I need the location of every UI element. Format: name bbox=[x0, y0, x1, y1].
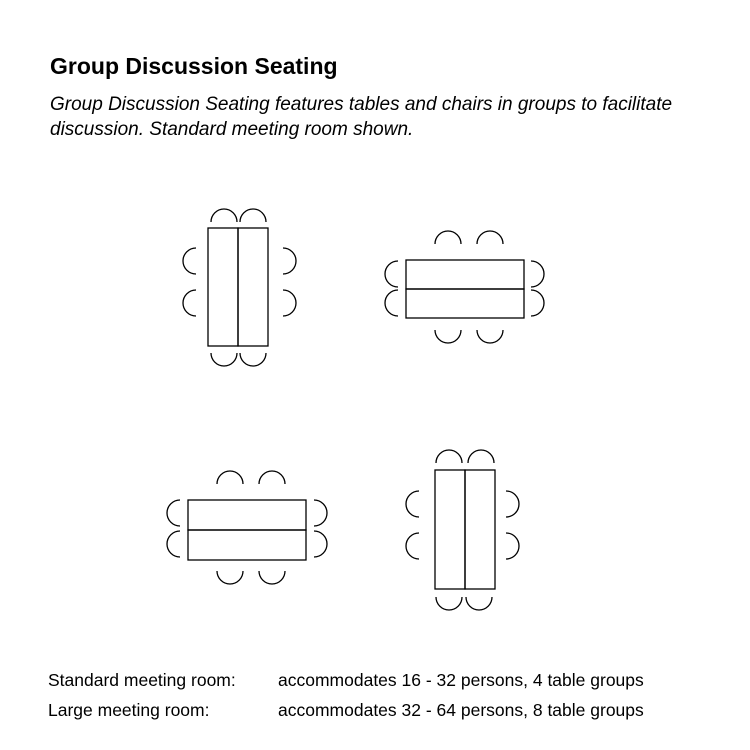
chair bbox=[314, 500, 327, 526]
table-group-2 bbox=[385, 231, 544, 343]
table bbox=[406, 289, 524, 318]
chair bbox=[506, 533, 519, 559]
chair bbox=[259, 471, 285, 484]
chair bbox=[531, 261, 544, 287]
capacity-row-standard bbox=[48, 665, 728, 695]
capacity-detail: accommodates 16 - 32 persons, 4 table groups bbox=[278, 670, 644, 690]
chair bbox=[506, 491, 519, 517]
table bbox=[188, 500, 306, 530]
chair bbox=[466, 597, 492, 610]
chair bbox=[406, 533, 419, 559]
table-group-4 bbox=[406, 450, 519, 610]
page-description: Group Discussion Seating features tables and chairs in groups to facilitate discussion. Standard meeting room shown. bbox=[50, 94, 673, 140]
chair bbox=[477, 330, 503, 343]
chair bbox=[240, 209, 266, 222]
chair bbox=[217, 471, 243, 484]
table-group-3 bbox=[167, 471, 327, 584]
table bbox=[406, 260, 524, 289]
chair bbox=[385, 261, 398, 287]
capacity-room-label: Standard meeting room: bbox=[48, 670, 236, 690]
table bbox=[188, 530, 306, 560]
chair bbox=[435, 330, 461, 343]
chair bbox=[183, 248, 196, 274]
chair bbox=[406, 491, 419, 517]
table bbox=[435, 470, 465, 589]
chair bbox=[314, 531, 327, 557]
chair bbox=[436, 450, 462, 463]
capacity-list bbox=[48, 665, 728, 725]
chair bbox=[240, 353, 266, 366]
table-group-1 bbox=[183, 209, 296, 366]
chair bbox=[183, 290, 196, 316]
chair bbox=[283, 248, 296, 274]
chair bbox=[477, 231, 503, 244]
table bbox=[465, 470, 495, 589]
chair bbox=[531, 290, 544, 316]
capacity-row-large bbox=[48, 695, 728, 725]
chair bbox=[468, 450, 494, 463]
table bbox=[238, 228, 268, 346]
chair bbox=[167, 531, 180, 557]
chair bbox=[211, 353, 237, 366]
chair bbox=[385, 290, 398, 316]
chair bbox=[217, 571, 243, 584]
chair bbox=[283, 290, 296, 316]
capacity-detail: accommodates 32 - 64 persons, 8 table groups bbox=[278, 700, 644, 720]
table bbox=[208, 228, 238, 346]
chair bbox=[435, 231, 461, 244]
page-title: Group Discussion Seating bbox=[50, 53, 338, 79]
chair bbox=[259, 571, 285, 584]
capacity-room-label: Large meeting room: bbox=[48, 700, 210, 720]
chair bbox=[211, 209, 237, 222]
chair bbox=[167, 500, 180, 526]
chair bbox=[436, 597, 462, 610]
